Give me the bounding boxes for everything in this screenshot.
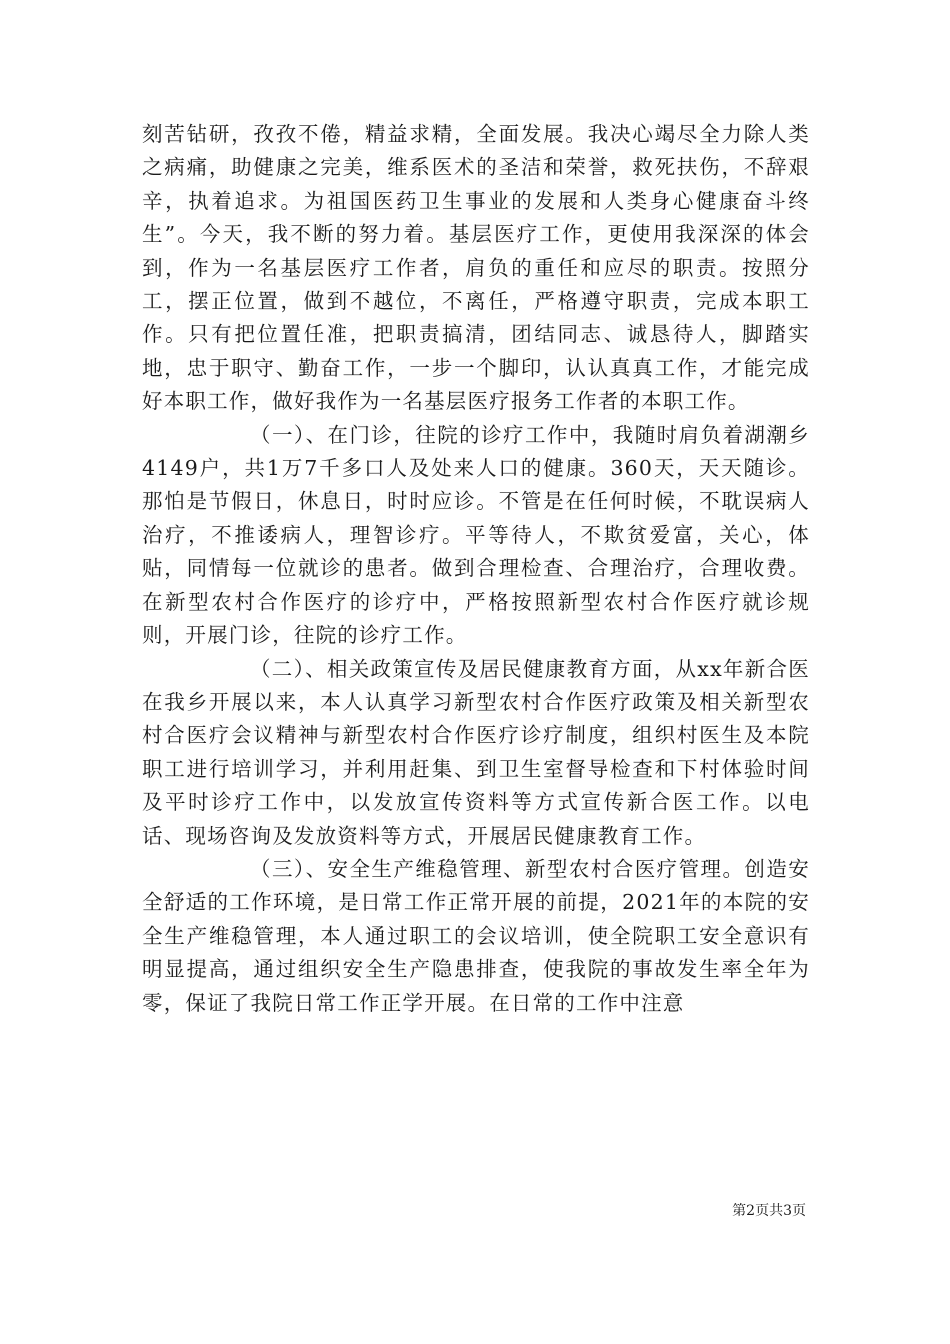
paragraph-1: 刻苦钻研，孜孜不倦，精益求精，全面发展。我决心竭尽全力除人类之病痛，助健康之完美，维系医术的圣洁和荣誉，救死扶伤，不辞艰辛，执着追求。为祖国医药卫生事业的发展和人类身心健康奋斗终生”。今天，我不断的努力着。基层医疗工作，更使用我深深的体会到，作为一名基层医疗工作者，肩负的重任和应尽的职责。按照分工，摆正位置，做到不越位，不离任，严格遵守职责，完成本职工作。只有把位置任准，把职责搞清，团结同志、诚恳待人，脚踏实地，忠于职守、勤奋工作，一步一个脚印，认认真真工作，才能完成好本职工作，做好我作为一名基层医疗报务工作者的本职工作。 bbox=[142, 122, 810, 414]
page-number-footer: 第2页共3页 bbox=[732, 1203, 806, 1219]
paragraph-section-2: （二）、相关政策宣传及居民健康教育方面，从xx年新合医在我乡开展以来，本人认真学习新型农村合作医疗政策及相关新型农村合医疗会议精神与新型农村合作医疗诊疗制度，组织村医生及本院职工进行培训学习，并利用赶集、到卫生室督导检查和下村体验时间及平时诊疗工作中，以发放宣传资料等方式宣传新合医工作。以电话、现场咨询及发放资料等方式，开展居民健康教育工作。 bbox=[142, 656, 810, 848]
paragraph-section-1: （一）、在门诊，往院的诊疗工作中，我随时肩负着湖潮乡4149户，共1万7千多口人及处来人口的健康。360天，天天随诊。那怕是节假日，休息日，时时应诊。不管是在任何时候，不耽误病人治疗，不推诿病人，理智诊疗。平等待人，不欺贫爱富，关心，体贴，同情每一位就诊的患者。做到合理检查、合理治疗，合理收费。在新型农村合作医疗的诊疗中，严格按照新型农村合作医疗就诊规则，开展门诊，往院的诊疗工作。 bbox=[142, 422, 810, 648]
paragraph-section-3: （三）、安全生产维稳管理、新型农村合医疗管理。创造安全舒适的工作环境，是日常工作正常开展的前提，2021年的本院的安全生产维稳管理，本人通过职工的会议培训，使全院职工安全意识有明显提高，通过组织安全生产隐患排查，使我院的事故发生率全年为零，保证了我院日常工作正学开展。在日常的工作中注意 bbox=[142, 856, 810, 1015]
document-body bbox=[142, 118, 810, 1020]
